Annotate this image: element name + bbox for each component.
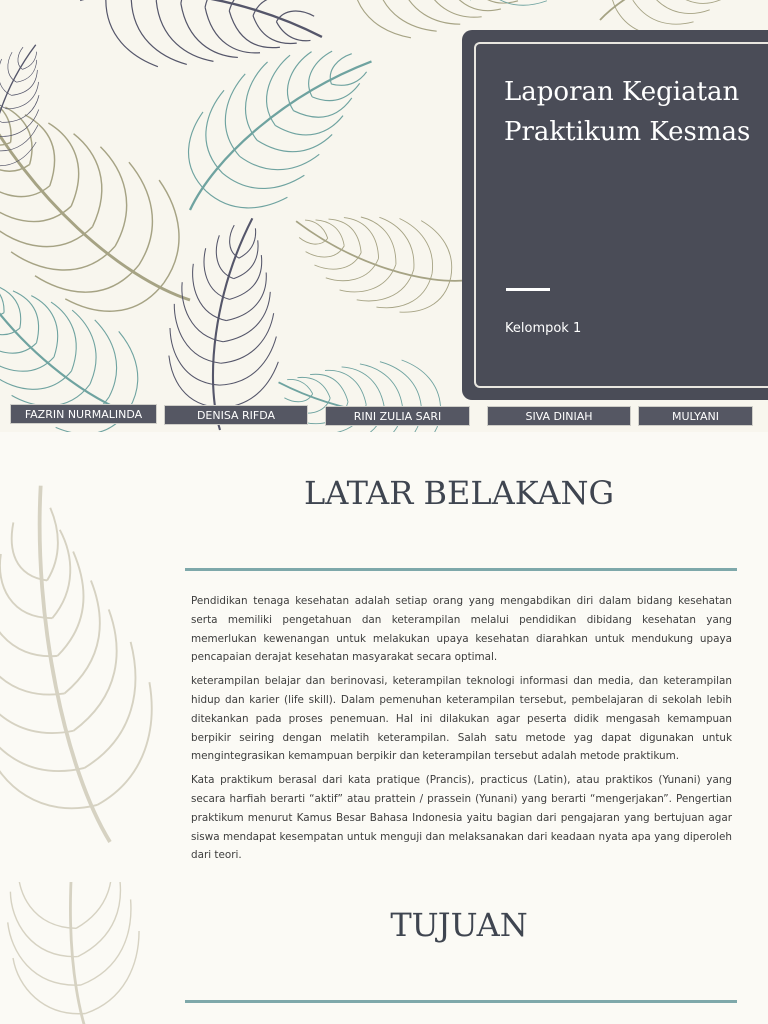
- title-card: [462, 30, 768, 400]
- paragraph-2: keterampilan belajar dan berinovasi, keterampilan teknologi informasi dan media, dan keterampilan hidup dan karier (life skill). Dalam pemenuhan keterampilan tersebut, pembelajaran di sekolah lebih ditekankan pada proses penemuan. Hal ini dilakukan agar peserta didik mengasah kemampuan berpikir seiring dengan melatih keterampilan. Salah satu metode yag dapat digunakan untuk mengintegrasikan kemampuan berpikir dan keterampilan tersebut adalah metode praktikum.: [191, 675, 732, 763]
- section-heading-latar-belakang: LATAR BELAKANG: [303, 474, 615, 512]
- title-slide: [0, 0, 768, 432]
- member-tag-3: RINI ZULIA SARI: [325, 406, 470, 426]
- member-tag-2: DENISA RIFDA: [164, 405, 308, 425]
- paragraph-3: Kata praktikum berasal dari kata pratique (Prancis), practicus (Latin), atau praktikos (Yunani) yang secara harfiah berarti “aktif” atau prattein / prassein (Yunani) yang berarti “mengerjakan”. Pengertian praktikum menurut Kamus Besar Bahasa Indonesia yaitu bagian dari pengajaran yang bertujuan agar siswa mendapat kesempatan untuk menguji dan melaksanakan dari keadaan nyata apa yang diperoleh dari teori.: [191, 774, 732, 862]
- member-tag-1: FAZRIN NURMALINDA: [10, 404, 157, 424]
- presentation-title: Laporan Kegiatan Praktikum Kesmas: [504, 77, 751, 147]
- heading-rule-2: [185, 1000, 737, 1003]
- paragraph-1: Pendidikan tenaga kesehatan adalah setiap orang yang mengabdikan diri dalam bidang kesehatan serta memiliki pengetahuan dan keterampilan melalui pendidikan dibidang kesehatan yang memerlukan kewenangan untuk melakukan upaya kesehatan diarahkan untuk mendukung upaya pencapaian derajat kesehatan masyarakat secara optimal.: [191, 595, 732, 664]
- objective-slide: [0, 882, 768, 1024]
- section-heading-tujuan: TUJUAN: [390, 906, 528, 944]
- member-tag-4: SIVA DINIAH: [487, 406, 631, 426]
- title-divider: [506, 288, 550, 291]
- background-slide: [0, 432, 768, 882]
- body-text: [191, 592, 732, 870]
- heading-rule: [185, 568, 737, 571]
- member-tag-5: MULYANI: [638, 406, 753, 426]
- group-subtitle: Kelompok 1: [505, 321, 582, 336]
